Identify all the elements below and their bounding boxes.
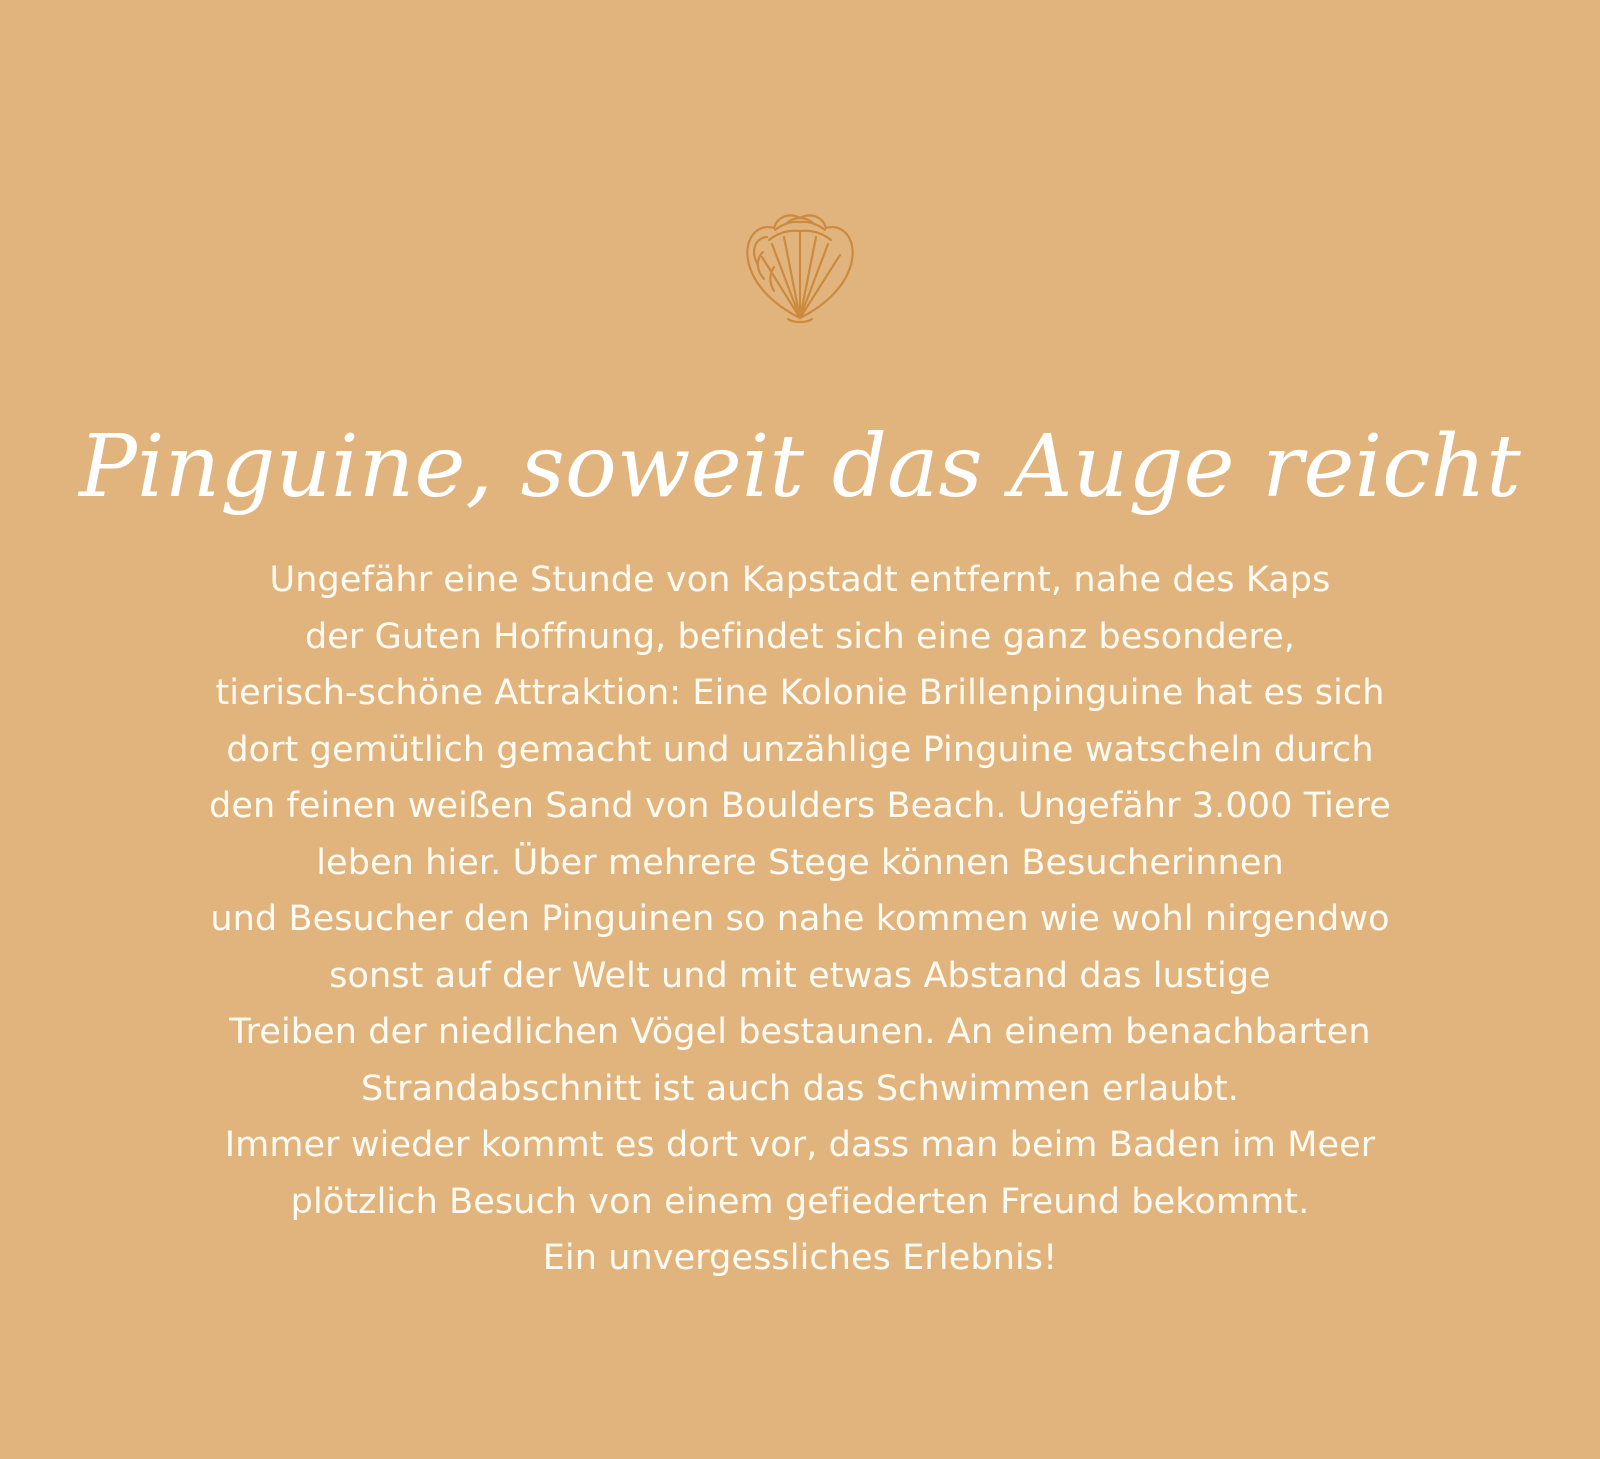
body-line: Ungefähr eine Stunde von Kapstadt entfernt, nahe des Kaps	[269, 560, 1331, 600]
seashell-icon	[734, 207, 866, 327]
body-line: und Besucher den Pinguinen so nahe kommen wie wohl nirgendwo	[210, 899, 1390, 939]
page-title: Pinguine, soweit das Auge reicht	[78, 416, 1522, 517]
body-line: tierisch-schöne Attraktion: Eine Kolonie Brillenpinguine hat es sich	[215, 673, 1385, 713]
body-line: Strandabschnitt ist auch das Schwimmen erlaubt.	[360, 1068, 1240, 1109]
body-line: sonst auf der Welt und mit etwas Abstand das lustige	[329, 955, 1271, 996]
body-line: Immer wieder kommt es dort vor, dass man beim Baden im Meer	[224, 1125, 1376, 1165]
body-line: plötzlich Besuch von einem gefiederten Freund bekommt.	[290, 1181, 1310, 1222]
body-line: der Guten Hoffnung, befindet sich eine ganz besondere,	[304, 616, 1296, 657]
body-line: leben hier. Über mehrere Stege können Besucherinnen	[316, 842, 1284, 883]
body-line: den feinen weißen Sand von Boulders Beach. Ungefähr 3.000 Tiere	[209, 786, 1391, 826]
body-line: Ein unvergessliches Erlebnis!	[542, 1238, 1058, 1278]
body-line: Treiben der niedlichen Vögel bestaunen. An einem benachbarten	[229, 1012, 1371, 1052]
body-line: dort gemütlich gemacht und unzählige Pinguine watscheln durch	[226, 729, 1374, 770]
body-paragraph	[200, 552, 1400, 1287]
